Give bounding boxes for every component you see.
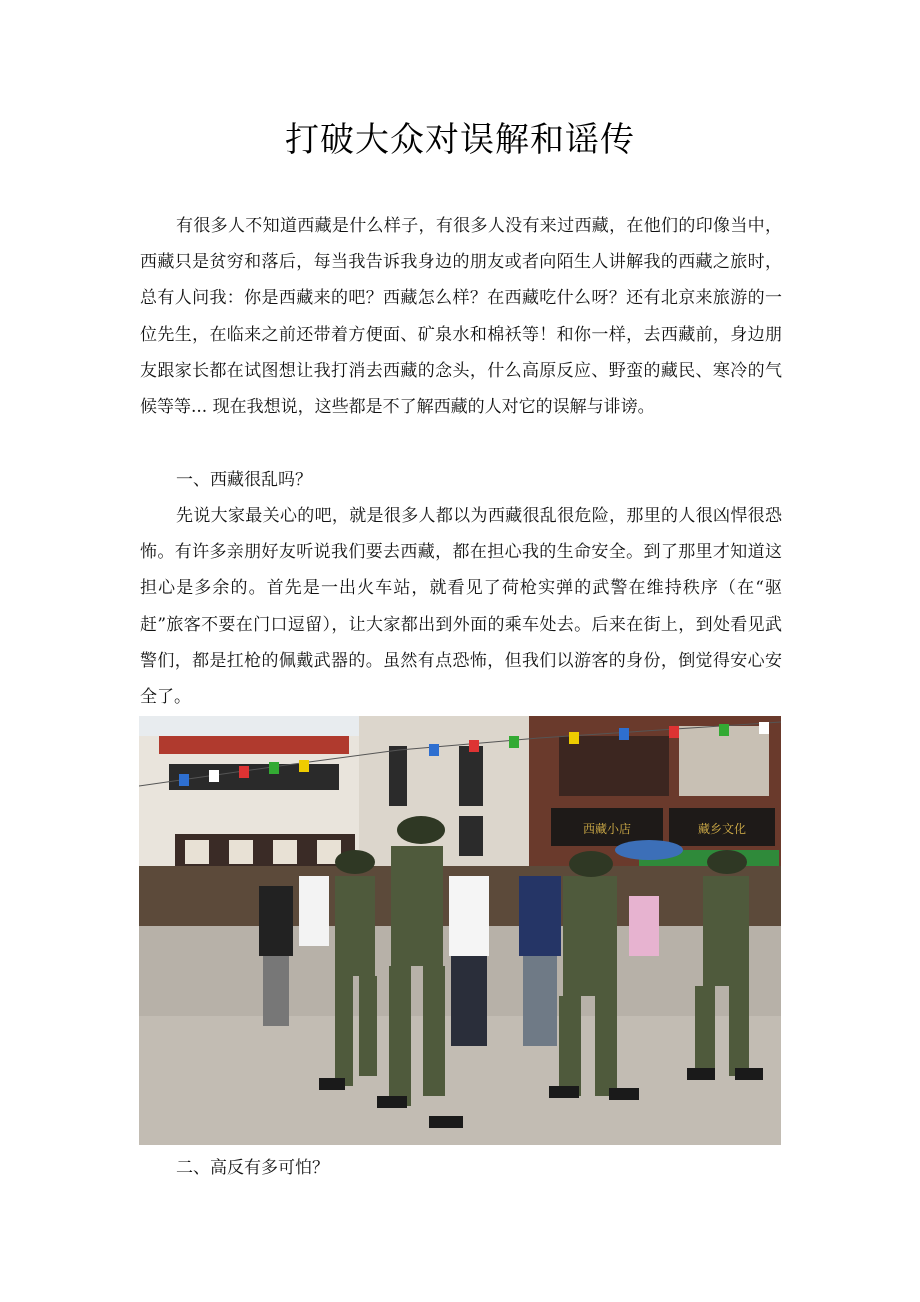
street-patrol-photo xyxy=(139,716,781,1145)
page-title: 打破大众对误解和谣传 xyxy=(285,120,635,160)
intro-paragraph: 有很多人不知道西藏是什么样子，有很多人没有来过西藏，在他们的印像当中，西藏只是贫穷和落后，每当我告诉我身边的朋友或者向陌生人讲解我的西藏之旅时，总有人问我：你是西藏来的吧？西藏怎么样？在西藏吃什么呀？还有北京来旅游的一位先生，在临来之前还带着方便面、矿泉水和棉袄等！和你一样，去西藏前，身边朋友跟家长都在试图想让我打消去西藏的念头，什么高原反应、野蛮的藏民、寒冷的气候等等... 现在我想说，这些都是不了解西藏的人对它的误解与诽谤。 xyxy=(140,216,782,418)
shop-sign-right: 藏乡文化 xyxy=(697,822,747,836)
section-heading-2: 二、高反有多可怕？ xyxy=(176,1158,329,1178)
photo-illustration xyxy=(139,716,781,1145)
shop-sign-left: 西藏小店 xyxy=(582,822,632,836)
section-paragraph-1: 先说大家最关心的吧，就是很多人都以为西藏很乱很危险，那里的人很凶悍很恐怖。有许多亲朋好友听说我们要去西藏，都在担心我的生命安全。到了那里才知道这担心是多余的。首先是一出火车站，就看见了荷枪实弹的武警在维持秩序（在“驱赶”旅客不要在门口逗留），让大家都出到外面的乘车处去。后来在街上，到处看见武警们，都是扛枪的佩戴武器的。虽然有点恐怖，但我们以游客的身份，倒觉得安心安全了。 xyxy=(140,506,782,708)
section-heading-1: 一、西藏很乱吗？ xyxy=(176,470,312,490)
